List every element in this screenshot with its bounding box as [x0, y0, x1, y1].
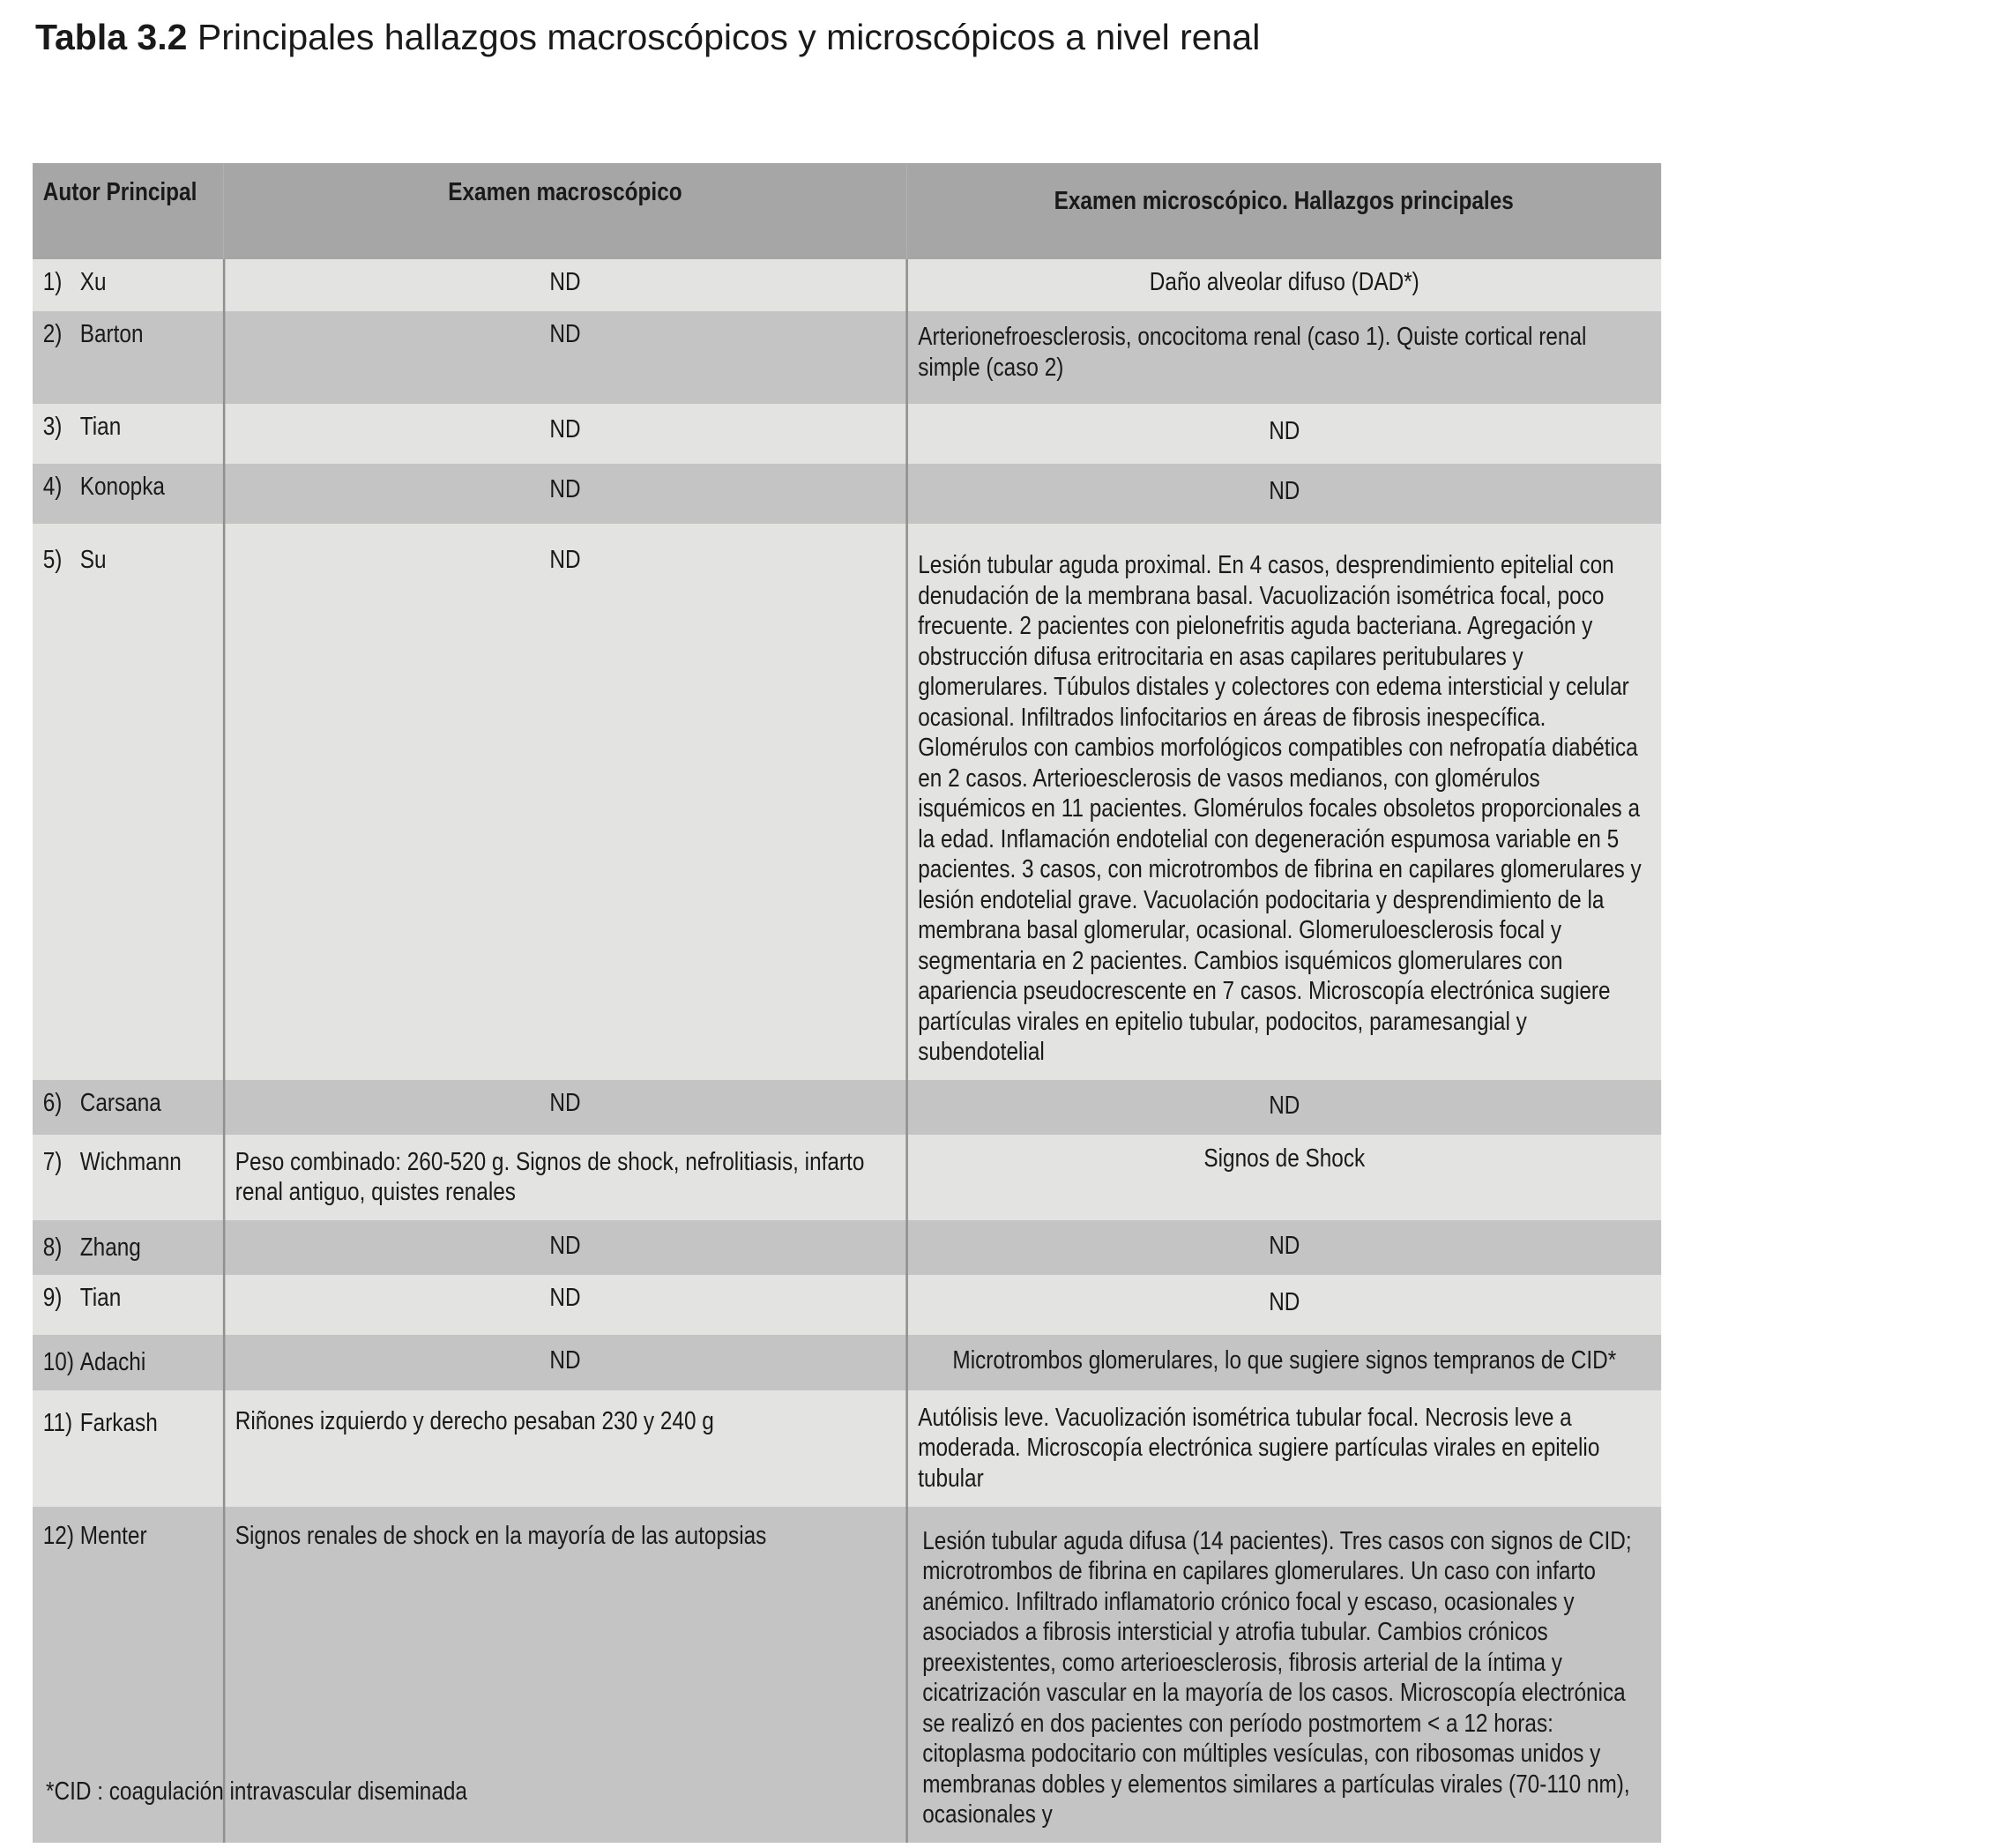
micro-cell: Daño alveolar difuso (DAD*) — [906, 259, 1661, 311]
author-cell — [33, 464, 224, 524]
table-row — [33, 1080, 1661, 1135]
author-cell — [33, 259, 224, 311]
table-number: Tabla 3.2 — [35, 17, 188, 57]
table-row — [33, 311, 1661, 404]
row-number: 12) — [42, 1521, 74, 1550]
macro-cell: ND — [224, 311, 906, 404]
author-name: Wichmann — [79, 1147, 182, 1176]
table-row — [33, 1390, 1661, 1507]
table-row — [33, 1335, 1661, 1390]
author-cell — [33, 1335, 224, 1390]
row-number: 10) — [42, 1348, 74, 1376]
row-number: 6) — [42, 1088, 63, 1117]
author-cell — [33, 1275, 224, 1335]
row-number: 1) — [42, 268, 63, 296]
table-row — [33, 1275, 1661, 1335]
table-title — [35, 12, 1260, 62]
author-name: Su — [79, 546, 107, 574]
author-name: Konopka — [79, 473, 165, 501]
table-row — [33, 524, 1661, 1080]
micro-cell: Arterionefroesclerosis, oncocitoma renal (caso 1). Quiste cortical renal simple (caso 2) — [906, 311, 1661, 404]
macro-cell: Peso combinado: 260-520 g. Signos de shock, nefrolitiasis, infarto renal antiguo, quistes renales — [224, 1135, 906, 1220]
macro-cell: ND — [224, 1220, 906, 1276]
micro-cell: Microtrombos glomerulares, lo que sugiere signos tempranos de CID* — [906, 1335, 1661, 1390]
author-name: Farkash — [79, 1408, 158, 1437]
table-caption: Principales hallazgos macroscópicos y microscópicos a nivel renal — [197, 17, 1261, 57]
macro-cell: ND — [224, 259, 906, 311]
row-number: 11) — [42, 1408, 73, 1437]
author-cell — [33, 1220, 224, 1276]
macro-cell: ND — [224, 1335, 906, 1390]
macro-cell: ND — [224, 464, 906, 524]
micro-cell: Lesión tubular aguda proximal. En 4 casos, desprendimiento epitelial con denudación de la membrana basal. Vacuolización isométrica focal, poco frecuente. 2 pacientes con pielonefritis aguda bacteriana. Agregación y obstrucción difusa eritrocitaria en asas capilares peritubulares y glomerulares. Túbulos distales y colectores con edema intersticial y celular ocasional. Infiltrados linfocitarios en áreas de fibrosis inespecífica. Glomérulos con cambios morfológicos compatibles con nefropatía diabética en 2 casos. Arterioesclerosis de vasos medianos, con glomérulos isquémicos en 11 pacientes. Glomérulos focales obsoletos proporcionales a la edad. Inflamación endotelial con degeneración espumosa variable en 5 pacientes. 3 casos, con microtrombos de fibrina en capilares glomerulares y lesión endotelial grave. Vacuolación podocitaria y desprendimiento de la membrana basal glomerular, ocasional. Glomeruloesclerosis focal y segmentaria en 2 pacientes. Cambios isquémicos glomerulares con apariencia pseudocrescente en 7 casos. Microscopía electrónica sugiere partículas virales en epitelio tubular, podocitos, paramesangial y subendotelial — [906, 524, 1661, 1080]
findings-table — [33, 163, 1661, 1843]
row-number: 7) — [42, 1147, 63, 1176]
table-row — [33, 259, 1661, 311]
row-number: 8) — [42, 1233, 63, 1262]
macro-cell: ND — [224, 524, 906, 1080]
table-row — [33, 1220, 1661, 1276]
macro-cell: Riñones izquierdo y derecho pesaban 230 y 240 g — [224, 1390, 906, 1507]
row-number: 5) — [42, 546, 63, 574]
author-name: Menter — [79, 1521, 147, 1550]
table-row — [33, 1135, 1661, 1220]
author-name: Tian — [79, 1284, 122, 1312]
header-micro: Examen microscópico. Hallazgos principales — [906, 163, 1661, 259]
table-row — [33, 404, 1661, 464]
header-row — [33, 163, 1661, 259]
macro-cell: ND — [224, 404, 906, 464]
author-name: Carsana — [79, 1088, 161, 1117]
micro-cell: Signos de Shock — [906, 1135, 1661, 1220]
micro-cell: ND — [906, 404, 1661, 464]
author-name: Barton — [79, 320, 144, 348]
micro-cell: ND — [906, 1220, 1661, 1276]
author-name: Zhang — [79, 1233, 141, 1262]
author-cell — [33, 404, 224, 464]
author-name: Tian — [79, 413, 122, 441]
row-number: 9) — [42, 1284, 63, 1312]
author-cell — [33, 524, 224, 1080]
author-cell — [33, 1080, 224, 1135]
author-cell — [33, 1390, 224, 1507]
macro-cell: ND — [224, 1275, 906, 1335]
row-number: 4) — [42, 473, 63, 501]
row-number: 2) — [42, 320, 63, 348]
micro-cell: ND — [906, 1275, 1661, 1335]
micro-cell: Autólisis leve. Vacuolización isométrica tubular focal. Necrosis leve a moderada. Microscopía electrónica sugiere partículas virales en epitelio tubular — [906, 1390, 1661, 1507]
author-name: Xu — [79, 268, 107, 296]
micro-cell: Lesión tubular aguda difusa (14 pacientes). Tres casos con signos de CID; microtrombos de fibrina en capilares glomerulares. Un caso con infarto anémico. Infiltrado inflamatorio crónico focal y escaso, ocasionales y asociados a fibrosis intersticial y atrofia tubular. Cambios crónicos preexistentes, como arterioesclerosis, fibrosis arterial de la íntima y cicatrización vascular en la mayoría de los casos. Microscopía electrónica se realizó en dos pacientes con período postmortem < a 12 horas: citoplasma podocitario con múltiples vesículas, con ribosomas unidos y membranas dobles y elementos similares a partículas virales (70-110 nm), ocasionales y — [906, 1507, 1661, 1843]
author-cell — [33, 1135, 224, 1220]
micro-cell: ND — [906, 1080, 1661, 1135]
footnote: *CID : coagulación intravascular diseminada — [46, 1777, 467, 1806]
header-macro: Examen macroscópico — [224, 163, 906, 259]
macro-cell: Signos renales de shock en la mayoría de las autopsias — [224, 1507, 906, 1843]
row-number: 3) — [42, 413, 63, 441]
author-cell — [33, 311, 224, 404]
macro-cell: ND — [224, 1080, 906, 1135]
header-author: Autor Principal — [33, 163, 224, 259]
table-row — [33, 464, 1661, 524]
micro-cell: ND — [906, 464, 1661, 524]
author-name: Adachi — [79, 1348, 146, 1376]
